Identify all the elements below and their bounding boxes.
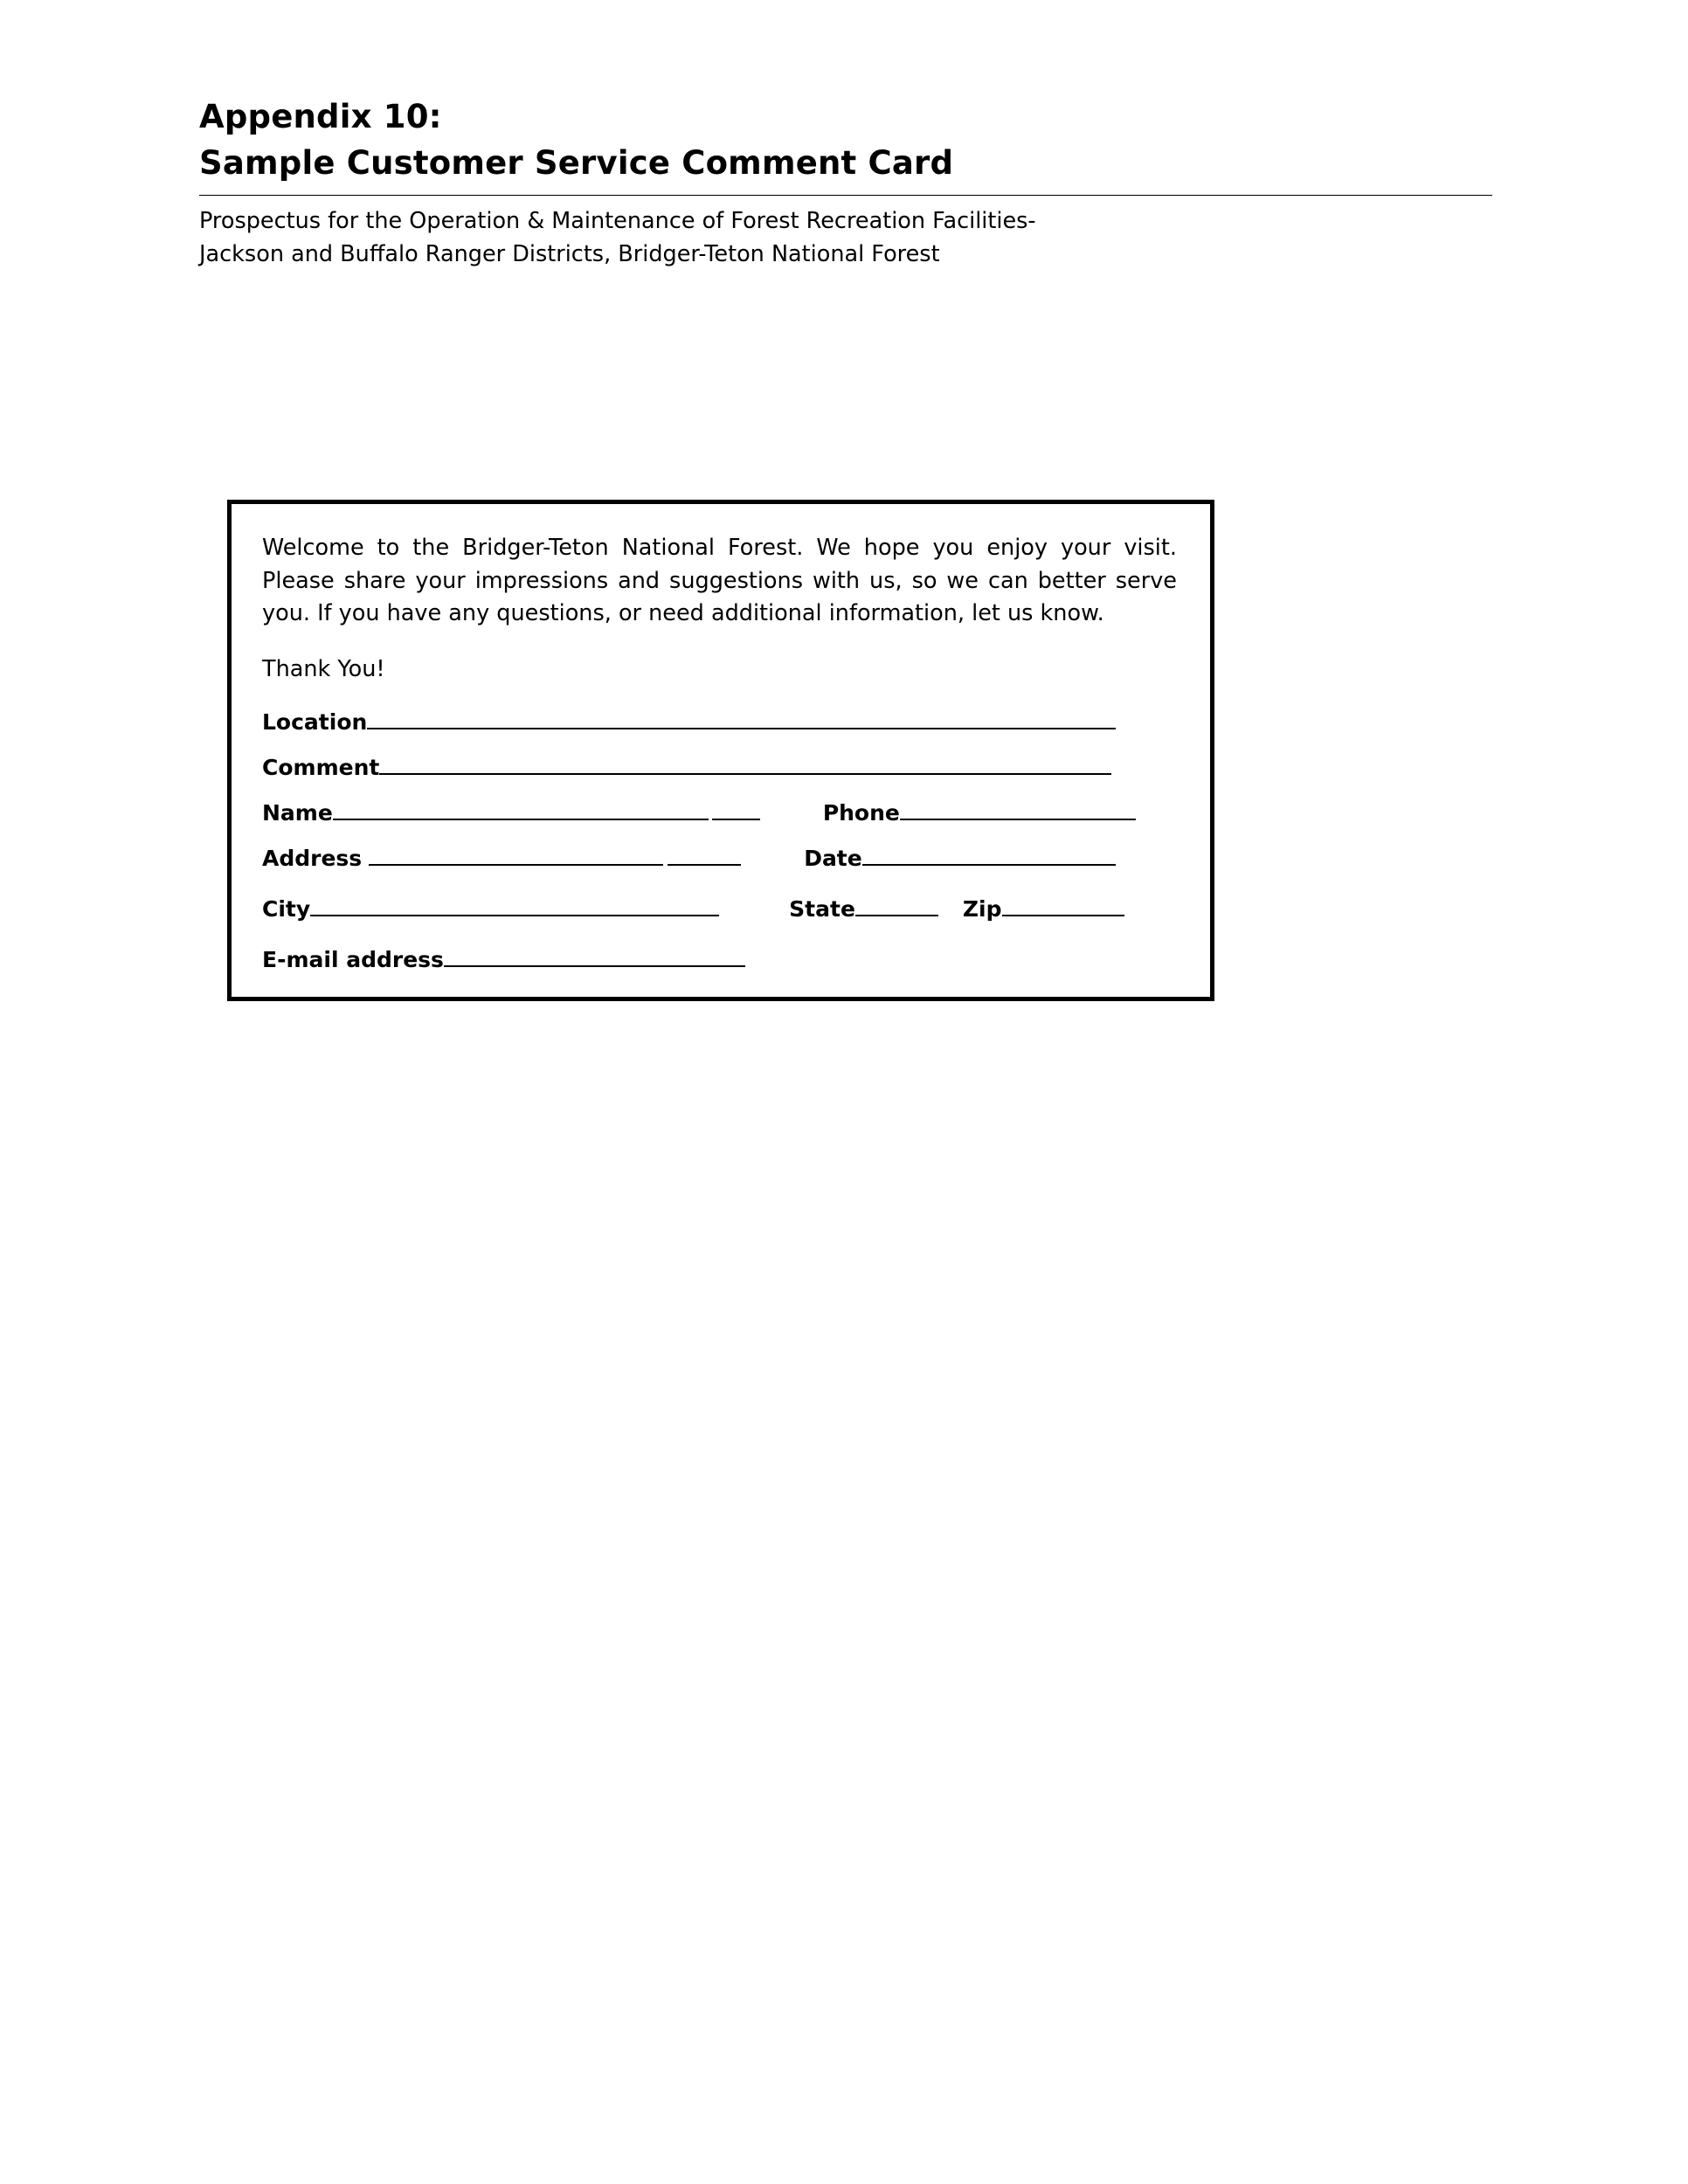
phone-label: Phone [822, 800, 900, 826]
zip-input-blank[interactable] [1002, 915, 1124, 916]
comment-input-blank[interactable] [379, 773, 1111, 775]
field-row-city-state-zip [262, 896, 1180, 923]
field-row-comment [262, 755, 1180, 781]
appendix-number: Appendix 10: [199, 98, 442, 135]
name-label: Name [262, 800, 333, 826]
header-divider [199, 195, 1492, 196]
name-input-blank[interactable] [333, 819, 709, 820]
comment-label: Comment [262, 755, 380, 781]
address-label: Address [262, 846, 363, 872]
subtitle-line-1: Prospectus for the Operation & Maintenance of Forest Recreation Facilities- [199, 207, 1036, 234]
phone-input-blank[interactable] [900, 819, 1136, 820]
zip-label: Zip [962, 896, 1002, 923]
location-label: Location [262, 709, 368, 736]
date-input-blank[interactable] [862, 864, 1116, 866]
address-input-blank-continued[interactable] [668, 864, 741, 866]
state-label: State [789, 896, 855, 923]
comment-card [227, 500, 1214, 1001]
thank-you-text: Thank You! [262, 656, 385, 683]
address-input-blank[interactable] [369, 864, 663, 866]
name-input-blank-continued[interactable] [712, 819, 760, 820]
email-label: E-mail address [262, 947, 444, 973]
field-row-location [262, 709, 1180, 736]
page-header [199, 96, 1492, 270]
field-row-email [262, 949, 1180, 971]
email-input-blank[interactable] [444, 965, 745, 967]
welcome-paragraph: Welcome to the Bridger-Teton National Forest. We hope you enjoy your visit. Please share your impressions and suggestions with us, so we can better serve you. If you have any questions, or need additional information, let us know. [262, 535, 1177, 627]
date-label: Date [804, 846, 862, 872]
subtitle-line-2: Jackson and Buffalo Ranger Districts, Bridger-Teton National Forest [199, 240, 940, 267]
city-input-blank[interactable] [310, 915, 719, 916]
page-title: Sample Customer Service Comment Card [199, 144, 954, 183]
state-input-blank[interactable] [855, 915, 938, 916]
field-row-address-date [262, 846, 1180, 872]
location-input-blank[interactable] [367, 728, 1116, 729]
city-label: City [262, 896, 311, 923]
field-row-name-phone [262, 802, 1180, 824]
